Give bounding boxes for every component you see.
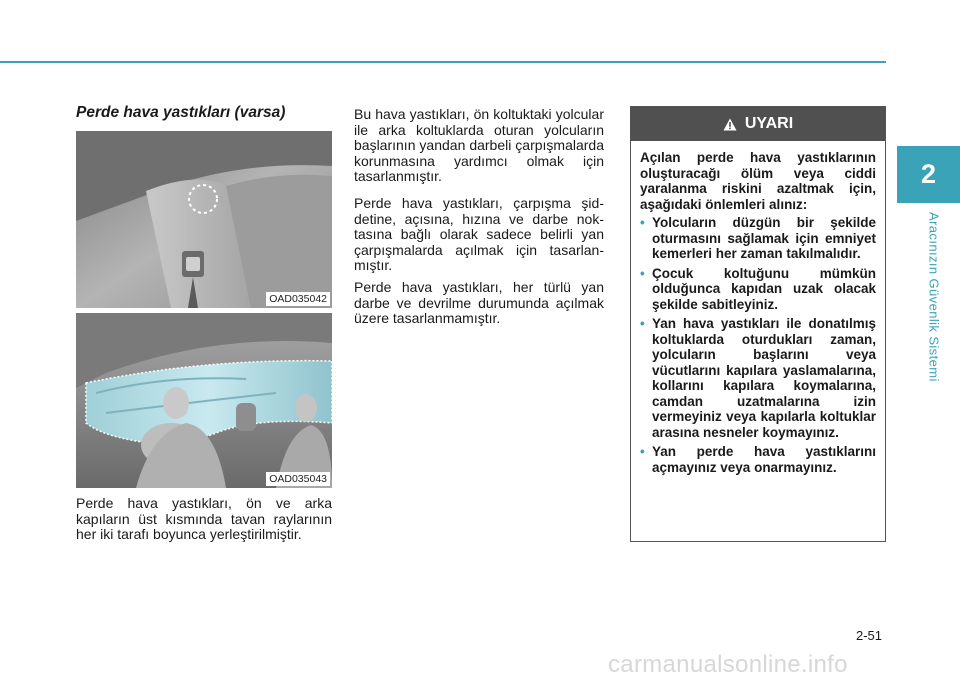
warning-body: [631, 141, 885, 475]
warning-item: [640, 215, 876, 262]
warning-title: UYARI: [744, 115, 794, 132]
watermark: carmanualsonline.info: [608, 651, 848, 678]
warning-item-text: Çocuk koltuğunu mümkün olduğunca kapıdan uzak olacak şekilde sabitleyiniz.: [652, 265, 876, 312]
paragraph-curtain-limits: Perde hava yastıkları, her türlü yan darbe ve devrilme durumunda açılmak üzere tasarlanmamıştır.: [354, 279, 604, 326]
warning-triangle-icon: [723, 118, 737, 131]
warning-item: [640, 444, 876, 475]
figure-pillar-airbag: [76, 131, 332, 308]
warning-item-text: Yan hava yastıkları ile donatılmış koltuklarda oturdukları zaman, yolcuların başlarını veya vücutlarını kapılara yaslamalarına, kollarını kapılara koymalarına, camdan uzatmalarına izin vermeyiniz veya kapılarla koltuklar arasına nesneler koymayınız.: [652, 316, 876, 440]
warning-intro: Açılan perde hava yastıklarının oluşturacağı ölüm veya ciddi yaralanma riskini azaltmak için, aşağıdaki önlemleri alınız:: [640, 150, 876, 212]
bullet: •: [640, 444, 645, 459]
section-title: Perde hava yastıkları (varsa): [76, 104, 286, 121]
warning-box: [630, 106, 886, 542]
warning-item: [640, 316, 876, 440]
top-rule: [0, 61, 886, 63]
paragraph-curtain-deployment: Perde hava yastıkları, çarpışma şiddetine, açısına, hızına ve darbe noktasına bağlı olarak sadece belirli yan çarpışmalarda açılmak için tasarlanmıştır.: [354, 195, 604, 273]
figure-code: OAD035043: [266, 472, 330, 486]
warning-item: [640, 266, 876, 313]
bullet: •: [640, 316, 645, 331]
bullet: •: [640, 215, 645, 230]
warning-item-text: Yan perde hava yastıklarını açmayınız veya onarmayınız.: [652, 444, 876, 475]
warning-item-text: Yolcuların düzgün bir şekilde oturmasını sağlamak için emniyet kemerleri her zaman takılmalıdır.: [652, 215, 876, 261]
page-number: 2-51: [856, 628, 883, 643]
paragraph-curtain-location: Perde hava yastıkları, ön ve arka kapıların üst kısmında tavan raylarının her iki tarafı boyunca yerleştirilmiştir.: [76, 495, 332, 542]
figure-code: OAD035042: [266, 292, 330, 306]
pillar-illustration: [76, 131, 332, 308]
figure-curtain-airbags: [76, 313, 332, 488]
chapter-title: Aracınızın Güvenlik Sistemi: [926, 212, 942, 382]
chapter-tab: [897, 146, 960, 203]
chapter-number: 2: [920, 159, 937, 189]
warning-header: [631, 107, 885, 141]
bullet: •: [640, 265, 645, 281]
paragraph-curtain-purpose: Bu hava yastıkları, ön koltuktaki yolcular ile arka koltuklarda oturan yolcuların başlarının yandan darbeli çarpışmalarda korunmasına yardımcı olmak için tasarlanmıştır.: [354, 106, 604, 184]
chapter-caption: [924, 212, 944, 382]
curtain-airbag-illustration: [76, 313, 332, 488]
